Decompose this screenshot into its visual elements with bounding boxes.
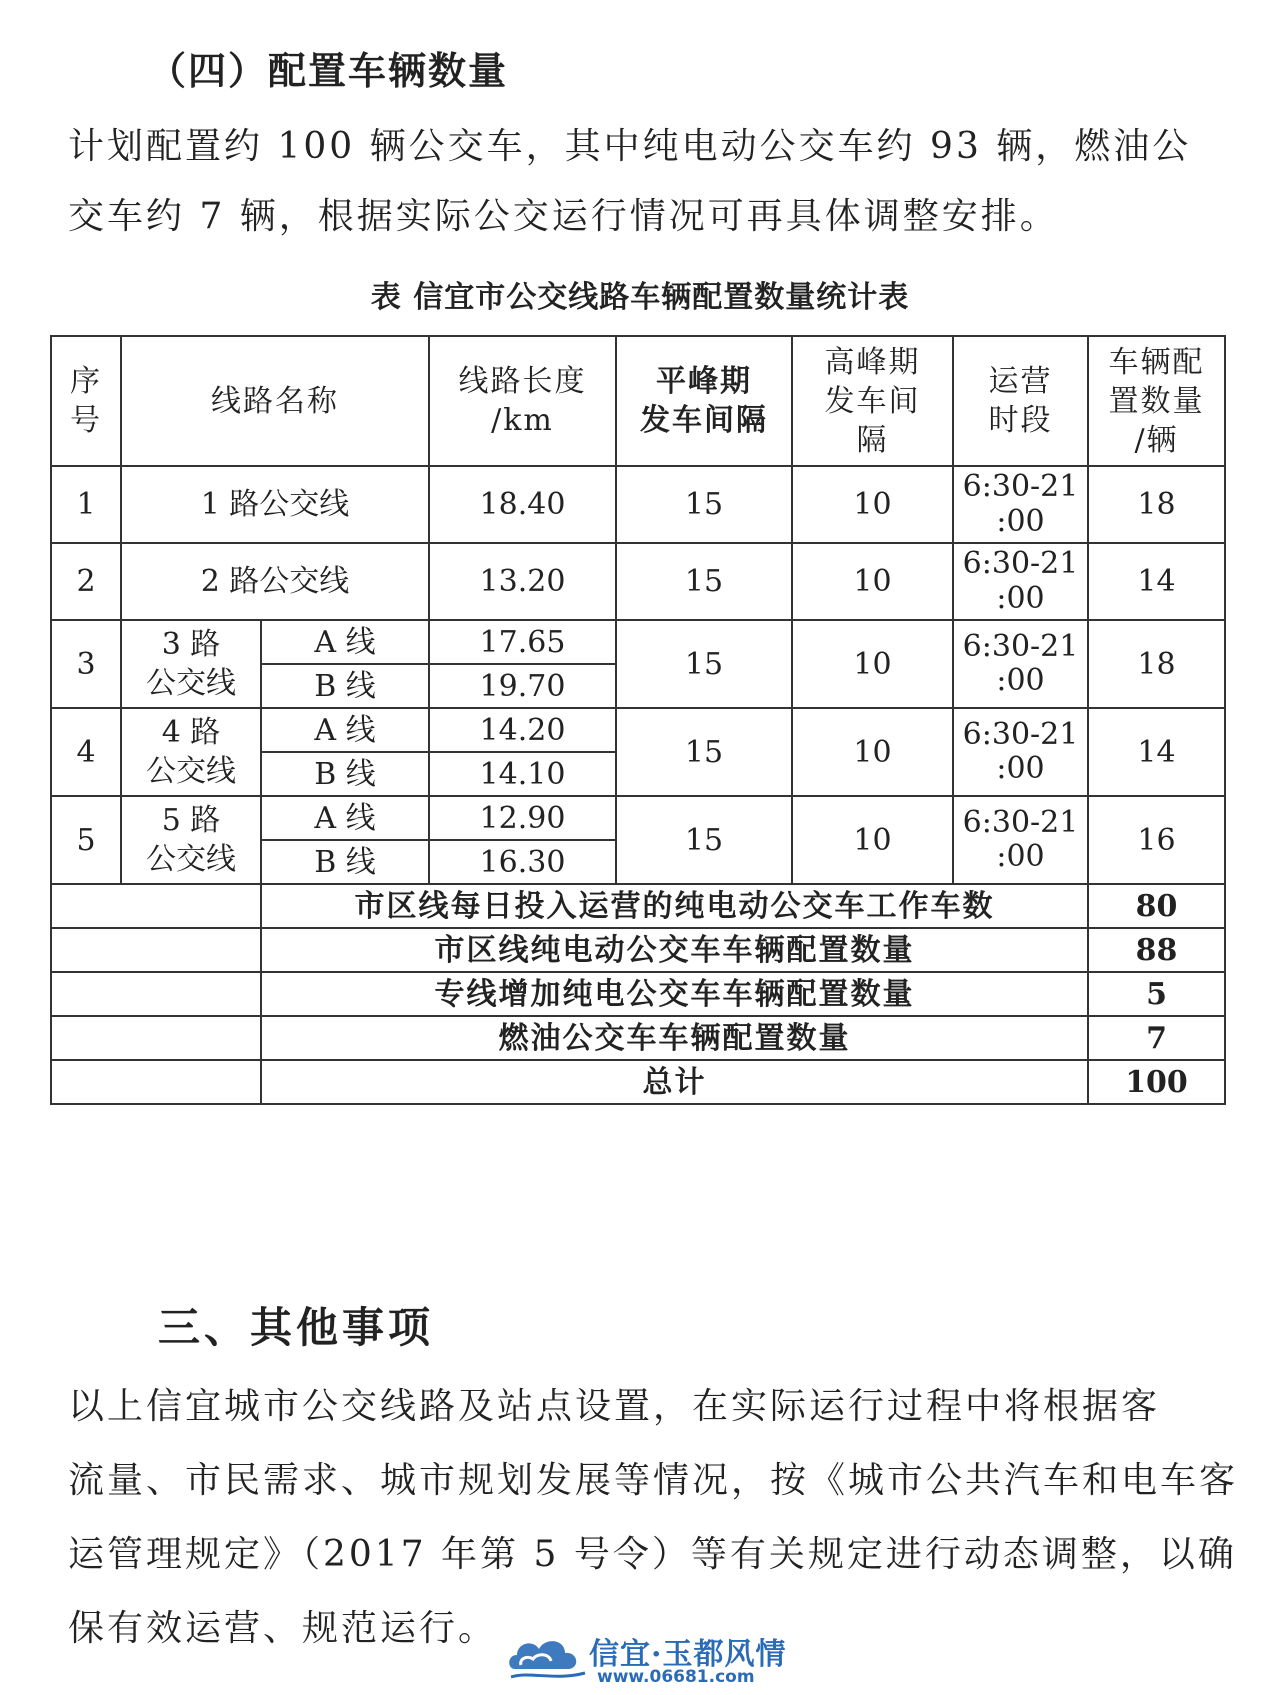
cell-seq: 5 bbox=[51, 796, 121, 884]
table-row bbox=[51, 466, 1225, 543]
table-row bbox=[51, 796, 1225, 840]
cloud-logo-icon bbox=[505, 1625, 589, 1687]
summary-label: 市区线每日投入运营的纯电动公交车工作车数 bbox=[261, 884, 1088, 928]
cell-length: 13.20 bbox=[429, 543, 616, 620]
cell-offpeak: 15 bbox=[616, 708, 792, 796]
header-peak: 高峰期 发车间 隔 bbox=[792, 336, 953, 466]
summary-row bbox=[51, 972, 1225, 1016]
cell-route-name: 5 路 公交线 bbox=[121, 796, 261, 884]
header-name: 线路名称 bbox=[121, 336, 429, 466]
summary-label: 市区线纯电动公交车车辆配置数量 bbox=[261, 928, 1088, 972]
cell-hours: 6:30-21 :00 bbox=[953, 466, 1088, 543]
summary-total-value: 100 bbox=[1088, 1060, 1225, 1104]
cell-length-a: 14.20 bbox=[429, 708, 616, 752]
header-hours: 运营 时段 bbox=[953, 336, 1088, 466]
table-header-row bbox=[51, 336, 1225, 466]
body-line-1: 以上信宜城市公交线路及站点设置，在实际运行过程中将根据客 bbox=[68, 1386, 1161, 1427]
cell-route-name: 1 路公交线 bbox=[121, 466, 429, 543]
summary-blank-cell bbox=[51, 884, 261, 928]
cell-length-a: 12.90 bbox=[429, 796, 616, 840]
cell-branch-b: B 线 bbox=[261, 840, 429, 884]
cell-count: 14 bbox=[1088, 708, 1225, 796]
cell-length-a: 17.65 bbox=[429, 620, 616, 664]
cell-length-b: 19.70 bbox=[429, 664, 616, 708]
summary-label: 燃油公交车车辆配置数量 bbox=[261, 1016, 1088, 1060]
table-row bbox=[51, 543, 1225, 620]
cell-branch-a: A 线 bbox=[261, 796, 429, 840]
summary-blank-cell bbox=[51, 928, 261, 972]
table-row bbox=[51, 620, 1225, 664]
summary-value: 80 bbox=[1088, 884, 1225, 928]
cell-count: 16 bbox=[1088, 796, 1225, 884]
summary-value: 88 bbox=[1088, 928, 1225, 972]
cell-offpeak: 15 bbox=[616, 796, 792, 884]
summary-row bbox=[51, 1016, 1225, 1060]
cell-branch-a: A 线 bbox=[261, 620, 429, 664]
cell-hours: 6:30-21 :00 bbox=[953, 620, 1088, 708]
summary-value: 5 bbox=[1088, 972, 1225, 1016]
cell-peak: 10 bbox=[792, 466, 953, 543]
cell-length: 18.40 bbox=[429, 466, 616, 543]
cell-seq: 1 bbox=[51, 466, 121, 543]
summary-row bbox=[51, 1060, 1225, 1104]
header-count: 车辆配 置数量 /辆 bbox=[1088, 336, 1225, 466]
cell-seq: 2 bbox=[51, 543, 121, 620]
intro-line-1: 计划配置约 100 辆公交车，其中纯电动公交车约 93 辆，燃油公 bbox=[68, 126, 1192, 167]
cell-count: 14 bbox=[1088, 543, 1225, 620]
summary-blank-cell bbox=[51, 1016, 261, 1060]
cell-route-name: 2 路公交线 bbox=[121, 543, 429, 620]
cell-offpeak: 15 bbox=[616, 620, 792, 708]
table-row bbox=[51, 708, 1225, 752]
vehicle-config-table bbox=[50, 335, 1226, 1105]
cell-peak: 10 bbox=[792, 708, 953, 796]
body-line-2: 流量、市民需求、城市规划发展等情况，按《城市公共汽车和电车客 bbox=[68, 1460, 1239, 1501]
summary-total-label: 总计 bbox=[261, 1060, 1088, 1104]
cell-peak: 10 bbox=[792, 543, 953, 620]
cell-seq: 3 bbox=[51, 620, 121, 708]
watermark-url: www.06681.com bbox=[597, 1667, 755, 1687]
summary-label: 专线增加纯电公交车车辆配置数量 bbox=[261, 972, 1088, 1016]
site-watermark bbox=[505, 1625, 785, 1691]
cell-length-b: 16.30 bbox=[429, 840, 616, 884]
header-seq: 序 号 bbox=[51, 336, 121, 466]
summary-row bbox=[51, 928, 1225, 972]
cell-hours: 6:30-21 :00 bbox=[953, 796, 1088, 884]
cell-peak: 10 bbox=[792, 796, 953, 884]
intro-line-2: 交车约 7 辆，根据实际公交运行情况可再具体调整安排。 bbox=[68, 196, 1059, 237]
cell-length-b: 14.10 bbox=[429, 752, 616, 796]
cell-peak: 10 bbox=[792, 620, 953, 708]
summary-blank-cell bbox=[51, 972, 261, 1016]
cell-offpeak: 15 bbox=[616, 543, 792, 620]
cell-branch-a: A 线 bbox=[261, 708, 429, 752]
section-heading-vehicle-count: （四）配置车辆数量 bbox=[148, 48, 509, 93]
cell-offpeak: 15 bbox=[616, 466, 792, 543]
header-offpeak: 平峰期 发车间隔 bbox=[616, 336, 792, 466]
cell-count: 18 bbox=[1088, 466, 1225, 543]
cell-hours: 6:30-21 :00 bbox=[953, 543, 1088, 620]
header-length: 线路长度 /km bbox=[429, 336, 616, 466]
table-caption: 表 信宜市公交线路车辆配置数量统计表 bbox=[370, 280, 910, 315]
section-heading-other-matters: 三、其他事项 bbox=[158, 1303, 435, 1352]
body-line-3: 运管理规定》（2017 年第 5 号令）等有关规定进行动态调整，以确 bbox=[68, 1534, 1237, 1575]
cell-route-name: 4 路 公交线 bbox=[121, 708, 261, 796]
cell-hours: 6:30-21 :00 bbox=[953, 708, 1088, 796]
cell-seq: 4 bbox=[51, 708, 121, 796]
watermark-title: 信宜·玉都风情 bbox=[589, 1637, 787, 1672]
cell-branch-b: B 线 bbox=[261, 752, 429, 796]
cell-branch-b: B 线 bbox=[261, 664, 429, 708]
cell-count: 18 bbox=[1088, 620, 1225, 708]
summary-row bbox=[51, 884, 1225, 928]
summary-blank-cell bbox=[51, 1060, 261, 1104]
body-line-4: 保有效运营、规范运行。 bbox=[68, 1608, 498, 1649]
summary-value: 7 bbox=[1088, 1016, 1225, 1060]
cell-route-name: 3 路 公交线 bbox=[121, 620, 261, 708]
